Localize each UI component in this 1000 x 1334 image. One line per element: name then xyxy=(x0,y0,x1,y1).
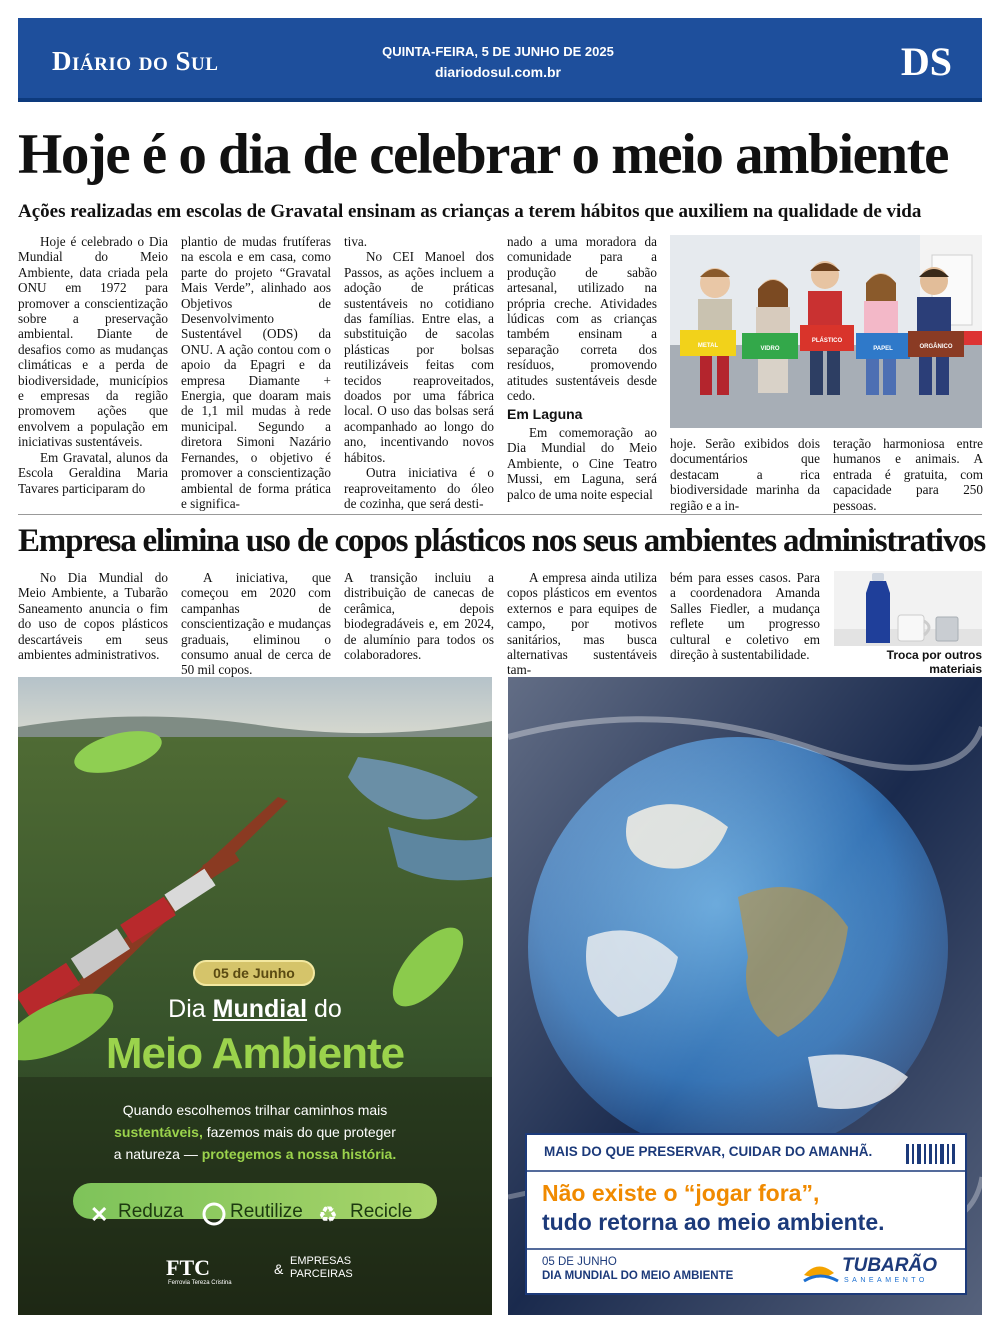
tagline-text: a natureza — xyxy=(113,1146,202,1162)
paragraph: A iniciativa, que começou em 2020 com campanhas de conscientização e mudanças graduais, eliminou o consumo anual de cerca de 50 mil copos. xyxy=(181,570,331,678)
title-text: do xyxy=(307,995,342,1023)
bin-label: PAPEL xyxy=(873,346,893,352)
partners-line: PARCEIRAS xyxy=(290,1268,353,1280)
paragraph: Em comemoração ao Dia Mundial do Meio Ambiente, o Cine Teatro Mussi, em Laguna, será palco de uma noite especial xyxy=(507,424,657,502)
main-subhead: Ações realizadas em escolas de Gravatal ensinam as crianças a terem hábitos que auxiliem na qualidade de vida xyxy=(18,201,922,222)
paragraph: tiva. xyxy=(344,234,368,249)
action-reuse: Reutilize xyxy=(230,1201,303,1222)
article2-column-2 xyxy=(181,570,331,678)
children-illustration xyxy=(670,235,982,428)
article1-column-4 xyxy=(507,234,657,502)
main-headline: Hoje é o dia de celebrar o meio ambiente xyxy=(18,123,948,186)
ad-title-line-1 xyxy=(18,995,492,1024)
article2-column-4 xyxy=(507,570,657,678)
action-reduce: Reduza xyxy=(118,1201,184,1222)
ftc-advertisement[interactable] xyxy=(18,677,492,1315)
ad-tagline xyxy=(18,1099,492,1165)
bin-label: ORGÂNICO xyxy=(919,344,953,350)
second-headline: Empresa elimina uso de copos plásticos nos seus ambientes administrativos xyxy=(18,523,985,559)
paragraph: A empresa ainda utiliza copos plásticos em eventos externos e para equipes de campo, por motivos sanitários, mas busca alternativas sustentáveis tam- xyxy=(507,570,657,678)
tagline-highlight: protegemos a nossa história. xyxy=(201,1146,397,1162)
ad-top-line: MAIS DO QUE PRESERVAR, CUIDAR DO AMANHÃ. xyxy=(544,1144,873,1159)
article2-column-1 xyxy=(18,570,168,662)
ad-event xyxy=(542,1255,733,1283)
paragraph: nado a uma moradora da comunidade para a produção de sabão artesanal, utilizado na própria creche. Atividades lúdicas com as crianças também ensinam a separação correta dos resíduos, promovendo atitudes sustentáveis desde cedo. xyxy=(507,234,657,404)
title-highlight: Mundial xyxy=(212,995,308,1023)
recycle-icon: ♻ xyxy=(318,1203,338,1228)
paragraph: No CEI Manoel dos Passos, as ações incluem a adoção de práticas sustentáveis no cotidiano das famílias. Entre elas, a substituição de sacolas plásticas por bolsas reutilizáveis feitas com tecidos reaproveitados, doados por uma fábrica local. O uso das bolsas será acompanhado ao longo do ano, incentivando novos hábitos. xyxy=(344,249,494,465)
article1-column-2 xyxy=(181,234,331,511)
ad-title-line-2: Meio Ambiente xyxy=(105,1029,405,1078)
children-recycling-photo xyxy=(670,235,982,428)
paragraph: hoje. Serão exibidos dois documentários que destacam a rica biodiversidade marinha da região e a in- xyxy=(670,436,820,513)
paragraph: plantio de mudas frutíferas na escola e em casa, como parte do projeto “Gravatal Mais Verde”, alinhado aos Objetivos de Desenvolvimento Sustentável (ODS) da ONU. A ação contou com o apoio da Epagri e da empresa Diamante + Energia, que doaram mais de 1,1 mil mudas à rede municipal. Segundo a diretora Simoni Nazário Fernandes, o objetivo é promover a conscientização ambiental de forma prática e significa- xyxy=(181,234,331,511)
tubarao-logo-sub: SANEAMENTO xyxy=(844,1277,928,1284)
site-url-link[interactable]: diariodosul.com.br xyxy=(434,64,561,80)
newspaper-brand[interactable]: Diário do Sul xyxy=(52,46,219,76)
section-divider xyxy=(18,514,982,515)
message-text: , xyxy=(812,1180,820,1206)
article2-column-5 xyxy=(670,570,820,662)
paragraph: bém para esses casos. Para a coordenadora Amanda Salles Fiedler, a mudança reflete um progresso cultural e coletivo em direção à sustentabilidade. xyxy=(670,570,820,663)
tagline-highlight: sustentáveis, xyxy=(114,1124,203,1140)
date-pill: 05 de Junho xyxy=(213,965,295,981)
edition-date: QUINTA-FEIRA, 5 DE JUNHO DE 2025 xyxy=(382,44,614,59)
section-subtitle: Em Laguna xyxy=(507,406,583,423)
partners-line: EMPRESAS xyxy=(290,1255,352,1267)
paragraph: Em Gravatal, alunos da Escola Geraldina Maria Tavares participaram do xyxy=(18,449,168,496)
title-text: Dia xyxy=(168,995,213,1023)
paragraph: No Dia Mundial do Meio Ambiente, a Tubarão Saneamento anuncia o fim do uso de copos plásticos descartáveis em seus ambientes administrativos. xyxy=(18,570,168,663)
message-line-2: tudo retorna ao meio ambiente. xyxy=(542,1209,885,1235)
tubarao-logo: TUBARÃO xyxy=(842,1255,937,1276)
photo-caption: Troca por outros materiais xyxy=(886,648,982,676)
article1-column-1 xyxy=(18,234,168,496)
masthead-center xyxy=(348,42,648,82)
paragraph: A transição incluiu a distribuição de canecas de cerâmica, depois biodegradáveis e, em 2024, de alumínio para todos os colaboradores. xyxy=(344,570,494,663)
bottle-illustration xyxy=(834,571,982,646)
bottle-mug-photo xyxy=(834,571,982,646)
ampersand: & xyxy=(274,1261,284,1277)
action-recycle: Recicle xyxy=(350,1201,413,1222)
article1-column-6 xyxy=(833,436,983,513)
article2-column-3 xyxy=(344,570,494,662)
ftc-logo: FTC xyxy=(166,1255,210,1280)
event-date: 05 DE JUNHO xyxy=(542,1256,617,1268)
message-highlight: “jogar fora” xyxy=(683,1180,813,1206)
bin-label: VIDRO xyxy=(760,346,780,352)
recycle-arrows-icon: ✕ xyxy=(90,1202,109,1227)
tubarao-advertisement[interactable] xyxy=(508,677,982,1315)
paragraph: teração harmoniosa entre humanos e animais. A entrada é gratuita, com capacidade para 250 pessoas. xyxy=(833,436,983,513)
ad-main-message xyxy=(542,1179,962,1237)
article1-column-3 xyxy=(344,234,494,511)
message-text: Não existe o xyxy=(542,1180,684,1206)
paragraph: Outra iniciativa é o reaproveitamento do óleo de cozinha, que será desti- xyxy=(344,465,494,511)
ftc-logo-sub: Ferrovia Tereza Cristina xyxy=(168,1280,232,1286)
bin-label: PLÁSTICO xyxy=(811,338,843,344)
event-name: DIA MUNDIAL DO MEIO AMBIENTE xyxy=(542,1270,734,1282)
bin-label: METAL xyxy=(697,343,719,349)
masthead xyxy=(18,18,982,102)
partners-label xyxy=(290,1255,353,1281)
barcode-icon xyxy=(906,1144,955,1164)
paragraph: Hoje é celebrado o Dia Mundial do Meio Ambiente, data criada pela ONU em 1972 para promover a conscientização sobre a preservação ambiental. Diante de desafios como as mudanças climáticas e a perda de biodiversidade, municípios e empresas da região promovem ações que envolvem a população em iniciativas sustentáveis. xyxy=(18,234,168,450)
tagline-text: fazemos mais do que proteger xyxy=(202,1124,396,1140)
article1-column-5 xyxy=(670,436,820,513)
tagline-line: Quando escolhemos trilhar caminhos mais xyxy=(122,1102,388,1118)
ds-logo: DS xyxy=(900,39,952,84)
